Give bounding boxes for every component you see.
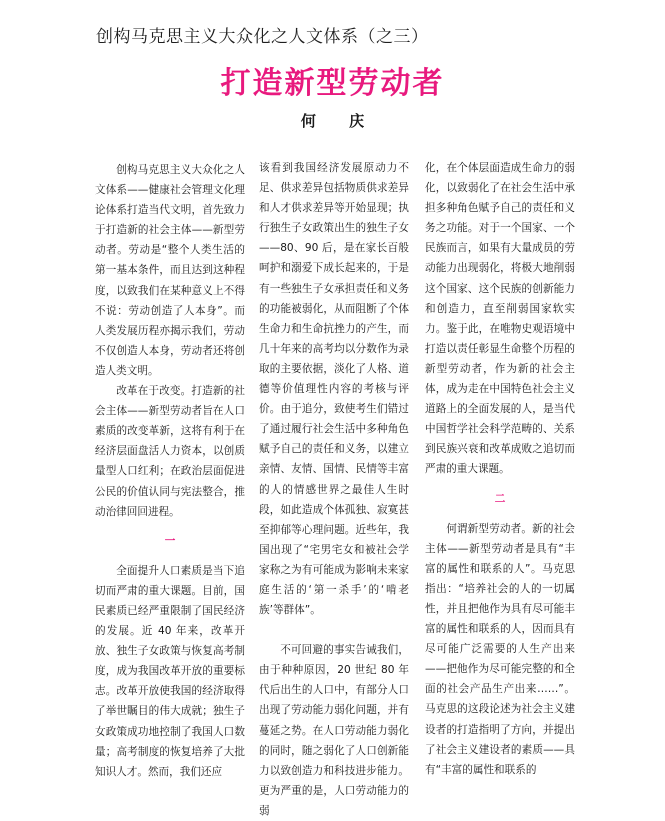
text-column-1 <box>95 160 245 779</box>
body-paragraph: 改革在于改变。打造新的社会主体——新型劳动者旨在人口素质的改变革新，这将有利于在经济层面盘活人力资本，以创质量型人口红利；在政治层面促进公民的价值认同与宪法整合，推动治律回回进程。 <box>95 385 245 518</box>
series-title: 创构马克思主义大众化之人文体系（之三） <box>96 27 429 47</box>
text-column-3 <box>425 158 575 777</box>
text-column-2 <box>259 158 409 817</box>
body-paragraph: 创构马克思主义大众化之人文体系——健康社会管理文化理论体系打造当代文明，首先致力于打造新的社会主体——新型劳动者。劳动是“整个人类生活的第一基本条件，而且达到这种程度，以致我们在某种意义上不得不说：劳动创造了人本身”。而人类发展历程亦揭示我们，劳动不仅创造人本身，劳动者还将创造人类文明。 <box>95 164 245 377</box>
body-paragraph: 全面提升人口素质是当下追切而严肃的重大课题。目前，国民素质已经严重限制了国民经济的发展。近 40 年来，改革开放、独生子女政策与恢复高考制度，成为我国改革开放的重要标志。改革开放使我国的经济取得了举世瞩目的伟大成就；独生子女政策成功地控制了我国人口数量；高考制度的恢复培养了大批知识人才。然而，我们还应 <box>95 564 245 778</box>
section-number: 二 <box>494 492 506 505</box>
body-paragraph: 何谓新型劳动者。新的社会主体——新型劳动者是具有“丰富的属性和联系的人”。马克思指出：“培养社会的人的一切属性，并且把他作为具有尽可能丰富的属性和联系的人，因而具有尽可能广泛需要的人生产出来——把他作为尽可能完整的和全面的社会产品生产出来……”。马克思的这段论述为社会主义建设者的打造指明了方向，并提出了社会主义建设者的素质——具有“丰富的属性和联系的 <box>425 522 575 776</box>
article-title: 打造新型劳动者 <box>220 66 445 101</box>
paragraph-spacer <box>259 620 409 640</box>
body-paragraph: 该看到我国经济发展原动力不足、供求差异包括物质供求差异和人才供求差异等开始显现；执行独生子女政策出生的独生子女——80、90 后，是在家长百般呵护和溺爱下成长起来的，于是有一些独生子女承担责任和义务的功能被弱化，从而阻断了个体生命力和生命抗挫力的产生，而几十年来的高考均以分数作为录取的主要依据，淡化了人格、道德等价值理性内容的考核与评价。由于追分，致使考生们错过了通过履行社会生活中多种角色赋予自己的责任和义务，以建立亲情、友情、国情、民情等丰富的人的情感世界之最佳人生时段，如此造成个体孤独、寂寞甚至抑郁等心理问题。近些年，我国出现了“宅男宅女和被社会学家称之为有可能成为影响未来家庭生活的‘第一杀手’的‘啃老族’等群体”。 <box>259 162 409 617</box>
section-number: 一 <box>164 534 176 547</box>
author-name: 何 庆 <box>300 112 379 130</box>
body-paragraph: 化，在个体层面造成生命力的弱化，以致弱化了在社会生活中承担多种角色赋予自己的责任和义务之功能。对于一个国家、一个民族而言，如果有大量成员的劳动能力出现弱化，将极大地削弱这个国家、这个民族的创新能力和创造力，直至削弱国家软实力。鉴于此，在唯物史观语境中打造以责任彰显生命整个历程的新型劳动者，作为新的社会主体，成为走在中国特色社会主义道路上的全面发展的人，是当代中国哲学社会科学范畴的、关系到民族兴衰和改革成败之追切而严肃的重大课题。 <box>425 162 575 476</box>
body-paragraph: 不可回避的事实告诫我们，由于种种原因，20 世纪 80 年代后出生的人口中，有部分人口出现了劳动能力弱化问题，并有蔓延之势。在人口劳动能力弱化的同时，随之弱化了人口创新能力以致创造力和科技进步能力。更为严重的是，人口劳动能力的弱 <box>259 644 409 817</box>
